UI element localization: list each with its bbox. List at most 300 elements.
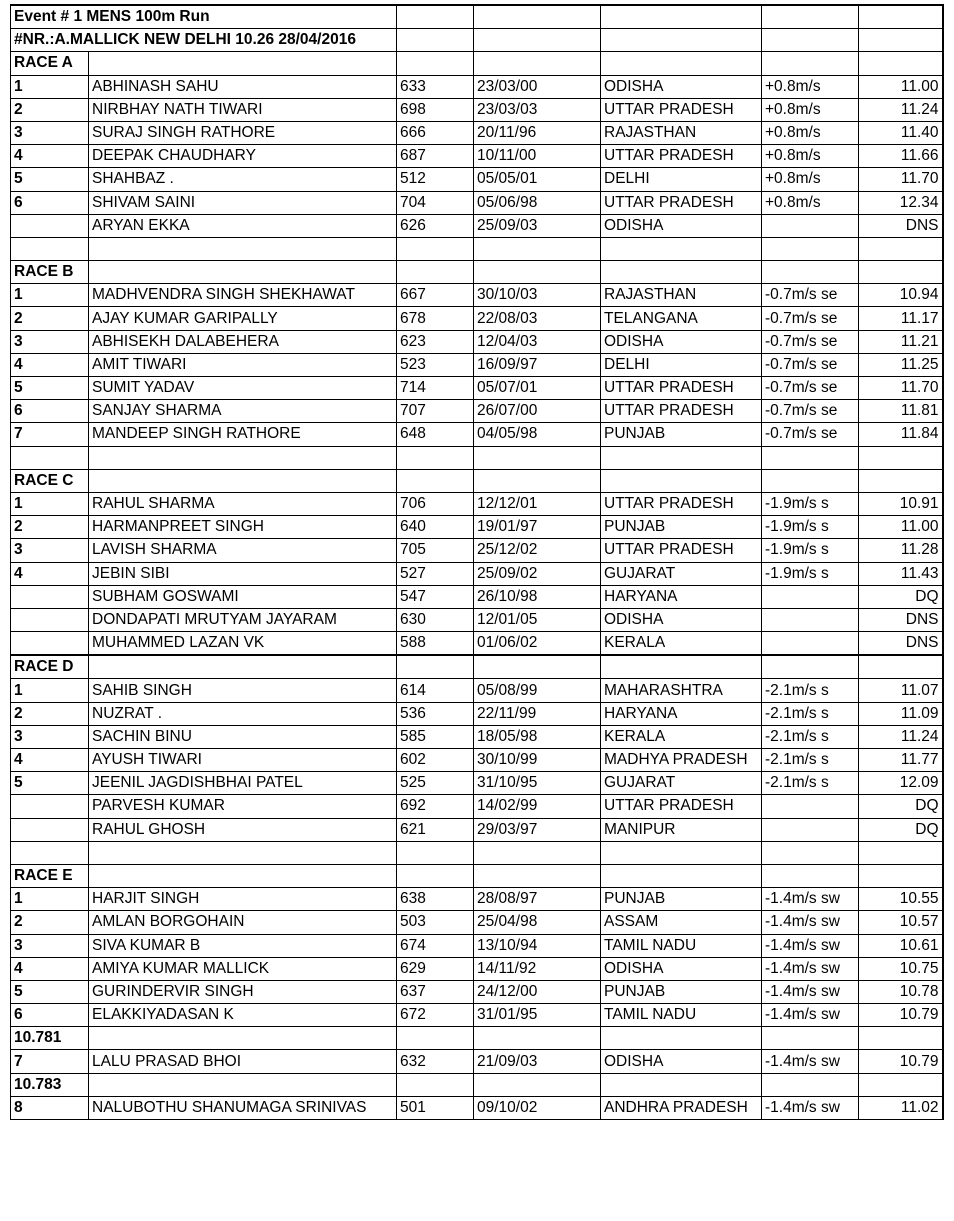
bib-cell: 621 xyxy=(397,818,474,841)
dob-cell: 14/11/92 xyxy=(474,957,601,980)
bib-cell: 638 xyxy=(397,888,474,911)
table-row xyxy=(11,795,943,818)
empty-cell xyxy=(601,29,762,52)
bib-cell: 667 xyxy=(397,284,474,307)
rank-cell: 5 xyxy=(11,377,89,400)
dob-cell: 05/08/99 xyxy=(474,679,601,702)
table-row xyxy=(11,632,943,656)
empty-cell xyxy=(762,655,859,679)
dob-cell: 14/02/99 xyxy=(474,795,601,818)
wind-cell: -1.9m/s s xyxy=(762,539,859,562)
athlete-name-cell: JEBIN SIBI xyxy=(89,562,397,585)
empty-cell xyxy=(89,864,397,887)
table-row xyxy=(11,75,943,98)
empty-cell xyxy=(601,1027,762,1050)
state-cell: ODISHA xyxy=(601,608,762,631)
empty-cell xyxy=(397,469,474,492)
dob-cell: 21/09/03 xyxy=(474,1050,601,1073)
state-cell: MAHARASHTRA xyxy=(601,679,762,702)
wind-cell: -1.9m/s s xyxy=(762,516,859,539)
athlete-name-cell: HARJIT SINGH xyxy=(89,888,397,911)
dob-cell: 13/10/94 xyxy=(474,934,601,957)
rank-cell: 1 xyxy=(11,75,89,98)
state-cell: UTTAR PRADESH xyxy=(601,795,762,818)
athlete-name-cell: AMIT TIWARI xyxy=(89,353,397,376)
empty-cell xyxy=(601,237,762,260)
empty-cell xyxy=(601,841,762,864)
rank-cell: 4 xyxy=(11,749,89,772)
section-row xyxy=(11,261,943,284)
wind-cell: -1.4m/s sw xyxy=(762,1096,859,1119)
state-cell: ODISHA xyxy=(601,330,762,353)
bib-cell: 602 xyxy=(397,749,474,772)
athlete-name-cell: MADHVENDRA SINGH SHEKHAWAT xyxy=(89,284,397,307)
empty-cell xyxy=(89,1073,397,1096)
wind-cell: -1.4m/s sw xyxy=(762,1050,859,1073)
dob-cell: 23/03/03 xyxy=(474,98,601,121)
results-body xyxy=(11,5,943,1120)
dob-cell: 01/06/02 xyxy=(474,632,601,656)
table-row xyxy=(11,214,943,237)
state-cell: UTTAR PRADESH xyxy=(601,191,762,214)
empty-cell xyxy=(601,864,762,887)
rank-cell: 3 xyxy=(11,330,89,353)
empty-cell xyxy=(397,1073,474,1096)
time-cell: 11.25 xyxy=(859,353,943,376)
wind-cell: +0.8m/s xyxy=(762,75,859,98)
dob-cell: 23/03/00 xyxy=(474,75,601,98)
athlete-name-cell: LAVISH SHARMA xyxy=(89,539,397,562)
state-cell: TAMIL NADU xyxy=(601,1004,762,1027)
bib-cell: 674 xyxy=(397,934,474,957)
athlete-name-cell: SACHIN BINU xyxy=(89,725,397,748)
table-row xyxy=(11,1096,943,1119)
wind-cell: +0.8m/s xyxy=(762,168,859,191)
rank-cell: 2 xyxy=(11,98,89,121)
empty-cell xyxy=(397,841,474,864)
bib-cell: 633 xyxy=(397,75,474,98)
athlete-name-cell: ELAKKIYADASAN K xyxy=(89,1004,397,1027)
dob-cell: 20/11/96 xyxy=(474,121,601,144)
empty-cell xyxy=(89,655,397,679)
wind-cell: -0.7m/s se xyxy=(762,307,859,330)
wind-cell: -0.7m/s se xyxy=(762,353,859,376)
empty-cell xyxy=(474,469,601,492)
rank-cell: 4 xyxy=(11,145,89,168)
section-label: RACE B xyxy=(11,261,89,284)
athlete-name-cell: GURINDERVIR SINGH xyxy=(89,980,397,1003)
dob-cell: 25/09/02 xyxy=(474,562,601,585)
dob-cell: 25/12/02 xyxy=(474,539,601,562)
empty-cell xyxy=(397,52,474,75)
athlete-name-cell: SURAJ SINGH RATHORE xyxy=(89,121,397,144)
rank-cell: 4 xyxy=(11,353,89,376)
wind-cell: -1.4m/s sw xyxy=(762,1004,859,1027)
table-row xyxy=(11,1004,943,1027)
empty-cell xyxy=(762,864,859,887)
rank-cell: 7 xyxy=(11,423,89,446)
time-cell: 10.57 xyxy=(859,911,943,934)
table-row xyxy=(11,562,943,585)
bib-cell: 648 xyxy=(397,423,474,446)
empty-cell xyxy=(11,237,89,260)
athlete-name-cell: AYUSH TIWARI xyxy=(89,749,397,772)
dob-cell: 22/11/99 xyxy=(474,702,601,725)
bib-cell: 503 xyxy=(397,911,474,934)
time-cell: 11.24 xyxy=(859,98,943,121)
empty-cell xyxy=(89,841,397,864)
time-cell: 11.28 xyxy=(859,539,943,562)
empty-cell xyxy=(859,52,943,75)
wind-cell xyxy=(762,585,859,608)
time-cell: DNS xyxy=(859,214,943,237)
bib-cell: 501 xyxy=(397,1096,474,1119)
dob-cell: 05/07/01 xyxy=(474,377,601,400)
time-cell: 11.24 xyxy=(859,725,943,748)
table-row xyxy=(11,585,943,608)
state-cell: TAMIL NADU xyxy=(601,934,762,957)
rank-cell: 2 xyxy=(11,702,89,725)
time-cell: 11.77 xyxy=(859,749,943,772)
empty-cell xyxy=(89,446,397,469)
state-cell: PUNJAB xyxy=(601,423,762,446)
athlete-name-cell: SIVA KUMAR B xyxy=(89,934,397,957)
table-row xyxy=(11,353,943,376)
wind-cell xyxy=(762,818,859,841)
dob-cell: 12/04/03 xyxy=(474,330,601,353)
time-cell: 11.66 xyxy=(859,145,943,168)
rank-cell: 5 xyxy=(11,980,89,1003)
time-cell: 10.94 xyxy=(859,284,943,307)
table-row xyxy=(11,1050,943,1073)
empty-cell xyxy=(762,29,859,52)
bib-cell: 525 xyxy=(397,772,474,795)
state-cell: ASSAM xyxy=(601,911,762,934)
wind-cell: -1.9m/s s xyxy=(762,562,859,585)
state-cell: HARYANA xyxy=(601,585,762,608)
state-cell: PUNJAB xyxy=(601,888,762,911)
rank-cell xyxy=(11,818,89,841)
empty-cell xyxy=(89,237,397,260)
empty-cell xyxy=(397,237,474,260)
bib-cell: 523 xyxy=(397,353,474,376)
state-cell: GUJARAT xyxy=(601,562,762,585)
state-cell: PUNJAB xyxy=(601,980,762,1003)
rank-cell: 6 xyxy=(11,191,89,214)
time-cell: 11.43 xyxy=(859,562,943,585)
athlete-name-cell: NUZRAT . xyxy=(89,702,397,725)
athlete-name-cell: RAHUL GHOSH xyxy=(89,818,397,841)
time-cell: 11.02 xyxy=(859,1096,943,1119)
wind-cell: -0.7m/s se xyxy=(762,377,859,400)
empty-cell xyxy=(859,446,943,469)
time-cell: 10.75 xyxy=(859,957,943,980)
state-cell: RAJASTHAN xyxy=(601,284,762,307)
time-cell: 10.55 xyxy=(859,888,943,911)
section-label: 10.781 xyxy=(11,1027,89,1050)
bib-cell: 536 xyxy=(397,702,474,725)
wind-cell: -2.1m/s s xyxy=(762,772,859,795)
wind-cell xyxy=(762,214,859,237)
dob-cell: 12/01/05 xyxy=(474,608,601,631)
bib-cell: 692 xyxy=(397,795,474,818)
bib-cell: 585 xyxy=(397,725,474,748)
rank-cell: 2 xyxy=(11,911,89,934)
dob-cell: 04/05/98 xyxy=(474,423,601,446)
rank-cell: 1 xyxy=(11,284,89,307)
blank-row xyxy=(11,841,943,864)
section-row xyxy=(11,1073,943,1096)
rank-cell: 6 xyxy=(11,400,89,423)
athlete-name-cell: ABHISEKH DALABEHERA xyxy=(89,330,397,353)
athlete-name-cell: JEENIL JAGDISHBHAI PATEL xyxy=(89,772,397,795)
athlete-name-cell: AJAY KUMAR GARIPALLY xyxy=(89,307,397,330)
empty-cell xyxy=(601,1073,762,1096)
table-row xyxy=(11,725,943,748)
time-cell: 11.21 xyxy=(859,330,943,353)
bib-cell: 705 xyxy=(397,539,474,562)
athlete-name-cell: SHAHBAZ . xyxy=(89,168,397,191)
state-cell: DELHI xyxy=(601,353,762,376)
empty-cell xyxy=(601,469,762,492)
time-cell: 10.78 xyxy=(859,980,943,1003)
state-cell: PUNJAB xyxy=(601,516,762,539)
athlete-name-cell: MANDEEP SINGH RATHORE xyxy=(89,423,397,446)
bib-cell: 632 xyxy=(397,1050,474,1073)
rank-cell: 5 xyxy=(11,772,89,795)
bib-cell: 672 xyxy=(397,1004,474,1027)
table-row xyxy=(11,980,943,1003)
dob-cell: 12/12/01 xyxy=(474,492,601,515)
time-cell: 11.70 xyxy=(859,377,943,400)
wind-cell xyxy=(762,632,859,656)
athlete-name-cell: HARMANPREET SINGH xyxy=(89,516,397,539)
empty-cell xyxy=(11,841,89,864)
empty-cell xyxy=(89,261,397,284)
wind-cell: +0.8m/s xyxy=(762,121,859,144)
results-sheet xyxy=(10,4,944,1120)
empty-cell xyxy=(859,5,943,29)
table-row xyxy=(11,818,943,841)
table-row xyxy=(11,330,943,353)
title-row xyxy=(11,29,943,52)
time-cell: 11.40 xyxy=(859,121,943,144)
empty-cell xyxy=(762,5,859,29)
empty-cell xyxy=(762,52,859,75)
time-cell: 12.09 xyxy=(859,772,943,795)
bib-cell: 687 xyxy=(397,145,474,168)
dob-cell: 05/05/01 xyxy=(474,168,601,191)
dob-cell: 18/05/98 xyxy=(474,725,601,748)
empty-cell xyxy=(474,237,601,260)
bib-cell: 512 xyxy=(397,168,474,191)
time-cell: 12.34 xyxy=(859,191,943,214)
rank-cell xyxy=(11,795,89,818)
athlete-name-cell: NIRBHAY NATH TIWARI xyxy=(89,98,397,121)
event-title-cell: Event # 1 MENS 100m Run xyxy=(11,5,397,29)
athlete-name-cell: SUBHAM GOSWAMI xyxy=(89,585,397,608)
athlete-name-cell: NALUBOTHU SHANUMAGA SRINIVAS xyxy=(89,1096,397,1119)
title-row xyxy=(11,5,943,29)
table-row xyxy=(11,377,943,400)
blank-row xyxy=(11,237,943,260)
bib-cell: 698 xyxy=(397,98,474,121)
bib-cell: 704 xyxy=(397,191,474,214)
empty-cell xyxy=(11,446,89,469)
empty-cell xyxy=(859,864,943,887)
state-cell: UTTAR PRADESH xyxy=(601,400,762,423)
table-row xyxy=(11,307,943,330)
bib-cell: 640 xyxy=(397,516,474,539)
time-cell: 10.79 xyxy=(859,1004,943,1027)
state-cell: MANIPUR xyxy=(601,818,762,841)
state-cell: UTTAR PRADESH xyxy=(601,145,762,168)
athlete-name-cell: ARYAN EKKA xyxy=(89,214,397,237)
empty-cell xyxy=(762,1073,859,1096)
rank-cell: 5 xyxy=(11,168,89,191)
empty-cell xyxy=(859,1073,943,1096)
dob-cell: 29/03/97 xyxy=(474,818,601,841)
state-cell: ODISHA xyxy=(601,75,762,98)
empty-cell xyxy=(397,29,474,52)
empty-cell xyxy=(762,237,859,260)
empty-cell xyxy=(859,237,943,260)
table-row xyxy=(11,539,943,562)
table-row xyxy=(11,911,943,934)
wind-cell: -0.7m/s se xyxy=(762,423,859,446)
empty-cell xyxy=(397,1027,474,1050)
wind-cell: -2.1m/s s xyxy=(762,702,859,725)
empty-cell xyxy=(474,1073,601,1096)
time-cell: 11.07 xyxy=(859,679,943,702)
bib-cell: 588 xyxy=(397,632,474,656)
athlete-name-cell: RAHUL SHARMA xyxy=(89,492,397,515)
bib-cell: 629 xyxy=(397,957,474,980)
section-label: RACE E xyxy=(11,864,89,887)
blank-row xyxy=(11,446,943,469)
athlete-name-cell: MUHAMMED LAZAN VK xyxy=(89,632,397,656)
table-row xyxy=(11,492,943,515)
time-cell: 11.70 xyxy=(859,168,943,191)
dob-cell: 31/01/95 xyxy=(474,1004,601,1027)
table-row xyxy=(11,516,943,539)
table-row xyxy=(11,191,943,214)
state-cell: KERALA xyxy=(601,725,762,748)
state-cell: ODISHA xyxy=(601,957,762,980)
empty-cell xyxy=(474,29,601,52)
time-cell: DQ xyxy=(859,585,943,608)
rank-cell xyxy=(11,214,89,237)
bib-cell: 626 xyxy=(397,214,474,237)
wind-cell xyxy=(762,608,859,631)
state-cell: HARYANA xyxy=(601,702,762,725)
empty-cell xyxy=(89,1027,397,1050)
time-cell: DQ xyxy=(859,795,943,818)
rank-cell: 3 xyxy=(11,725,89,748)
dob-cell: 28/08/97 xyxy=(474,888,601,911)
empty-cell xyxy=(762,841,859,864)
athlete-name-cell: SHIVAM SAINI xyxy=(89,191,397,214)
state-cell: UTTAR PRADESH xyxy=(601,492,762,515)
empty-cell xyxy=(397,261,474,284)
rank-cell: 1 xyxy=(11,492,89,515)
state-cell: ODISHA xyxy=(601,214,762,237)
empty-cell xyxy=(397,446,474,469)
empty-cell xyxy=(859,1027,943,1050)
empty-cell xyxy=(859,29,943,52)
empty-cell xyxy=(601,655,762,679)
table-row xyxy=(11,145,943,168)
empty-cell xyxy=(397,5,474,29)
dob-cell: 05/06/98 xyxy=(474,191,601,214)
empty-cell xyxy=(859,655,943,679)
wind-cell: -0.7m/s se xyxy=(762,284,859,307)
table-row xyxy=(11,423,943,446)
rank-cell: 4 xyxy=(11,562,89,585)
dob-cell: 10/11/00 xyxy=(474,145,601,168)
empty-cell xyxy=(474,655,601,679)
empty-cell xyxy=(762,446,859,469)
dob-cell: 31/10/95 xyxy=(474,772,601,795)
empty-cell xyxy=(601,261,762,284)
rank-cell: 7 xyxy=(11,1050,89,1073)
empty-cell xyxy=(859,261,943,284)
wind-cell: -2.1m/s s xyxy=(762,679,859,702)
state-cell: ANDHRA PRADESH xyxy=(601,1096,762,1119)
athlete-name-cell: AMIYA KUMAR MALLICK xyxy=(89,957,397,980)
bib-cell: 527 xyxy=(397,562,474,585)
section-label: 10.783 xyxy=(11,1073,89,1096)
wind-cell: +0.8m/s xyxy=(762,191,859,214)
bib-cell: 706 xyxy=(397,492,474,515)
dob-cell: 26/10/98 xyxy=(474,585,601,608)
table-row xyxy=(11,608,943,631)
athlete-name-cell: LALU PRASAD BHOI xyxy=(89,1050,397,1073)
table-row xyxy=(11,168,943,191)
empty-cell xyxy=(762,469,859,492)
section-row xyxy=(11,655,943,679)
dob-cell: 30/10/03 xyxy=(474,284,601,307)
wind-cell: -0.7m/s se xyxy=(762,400,859,423)
bib-cell: 623 xyxy=(397,330,474,353)
empty-cell xyxy=(859,469,943,492)
bib-cell: 678 xyxy=(397,307,474,330)
time-cell: 11.09 xyxy=(859,702,943,725)
empty-cell xyxy=(601,446,762,469)
bib-cell: 714 xyxy=(397,377,474,400)
rank-cell: 8 xyxy=(11,1096,89,1119)
time-cell: 10.91 xyxy=(859,492,943,515)
dob-cell: 25/09/03 xyxy=(474,214,601,237)
rank-cell: 3 xyxy=(11,934,89,957)
table-row xyxy=(11,888,943,911)
empty-cell xyxy=(474,5,601,29)
wind-cell: -1.4m/s sw xyxy=(762,911,859,934)
empty-cell xyxy=(474,446,601,469)
empty-cell xyxy=(601,5,762,29)
table-row xyxy=(11,934,943,957)
table-row xyxy=(11,749,943,772)
wind-cell: -1.4m/s sw xyxy=(762,957,859,980)
wind-cell: +0.8m/s xyxy=(762,98,859,121)
bib-cell: 630 xyxy=(397,608,474,631)
rank-cell: 3 xyxy=(11,539,89,562)
section-row xyxy=(11,469,943,492)
state-cell: KERALA xyxy=(601,632,762,656)
rank-cell: 2 xyxy=(11,516,89,539)
dob-cell: 16/09/97 xyxy=(474,353,601,376)
section-row xyxy=(11,864,943,887)
